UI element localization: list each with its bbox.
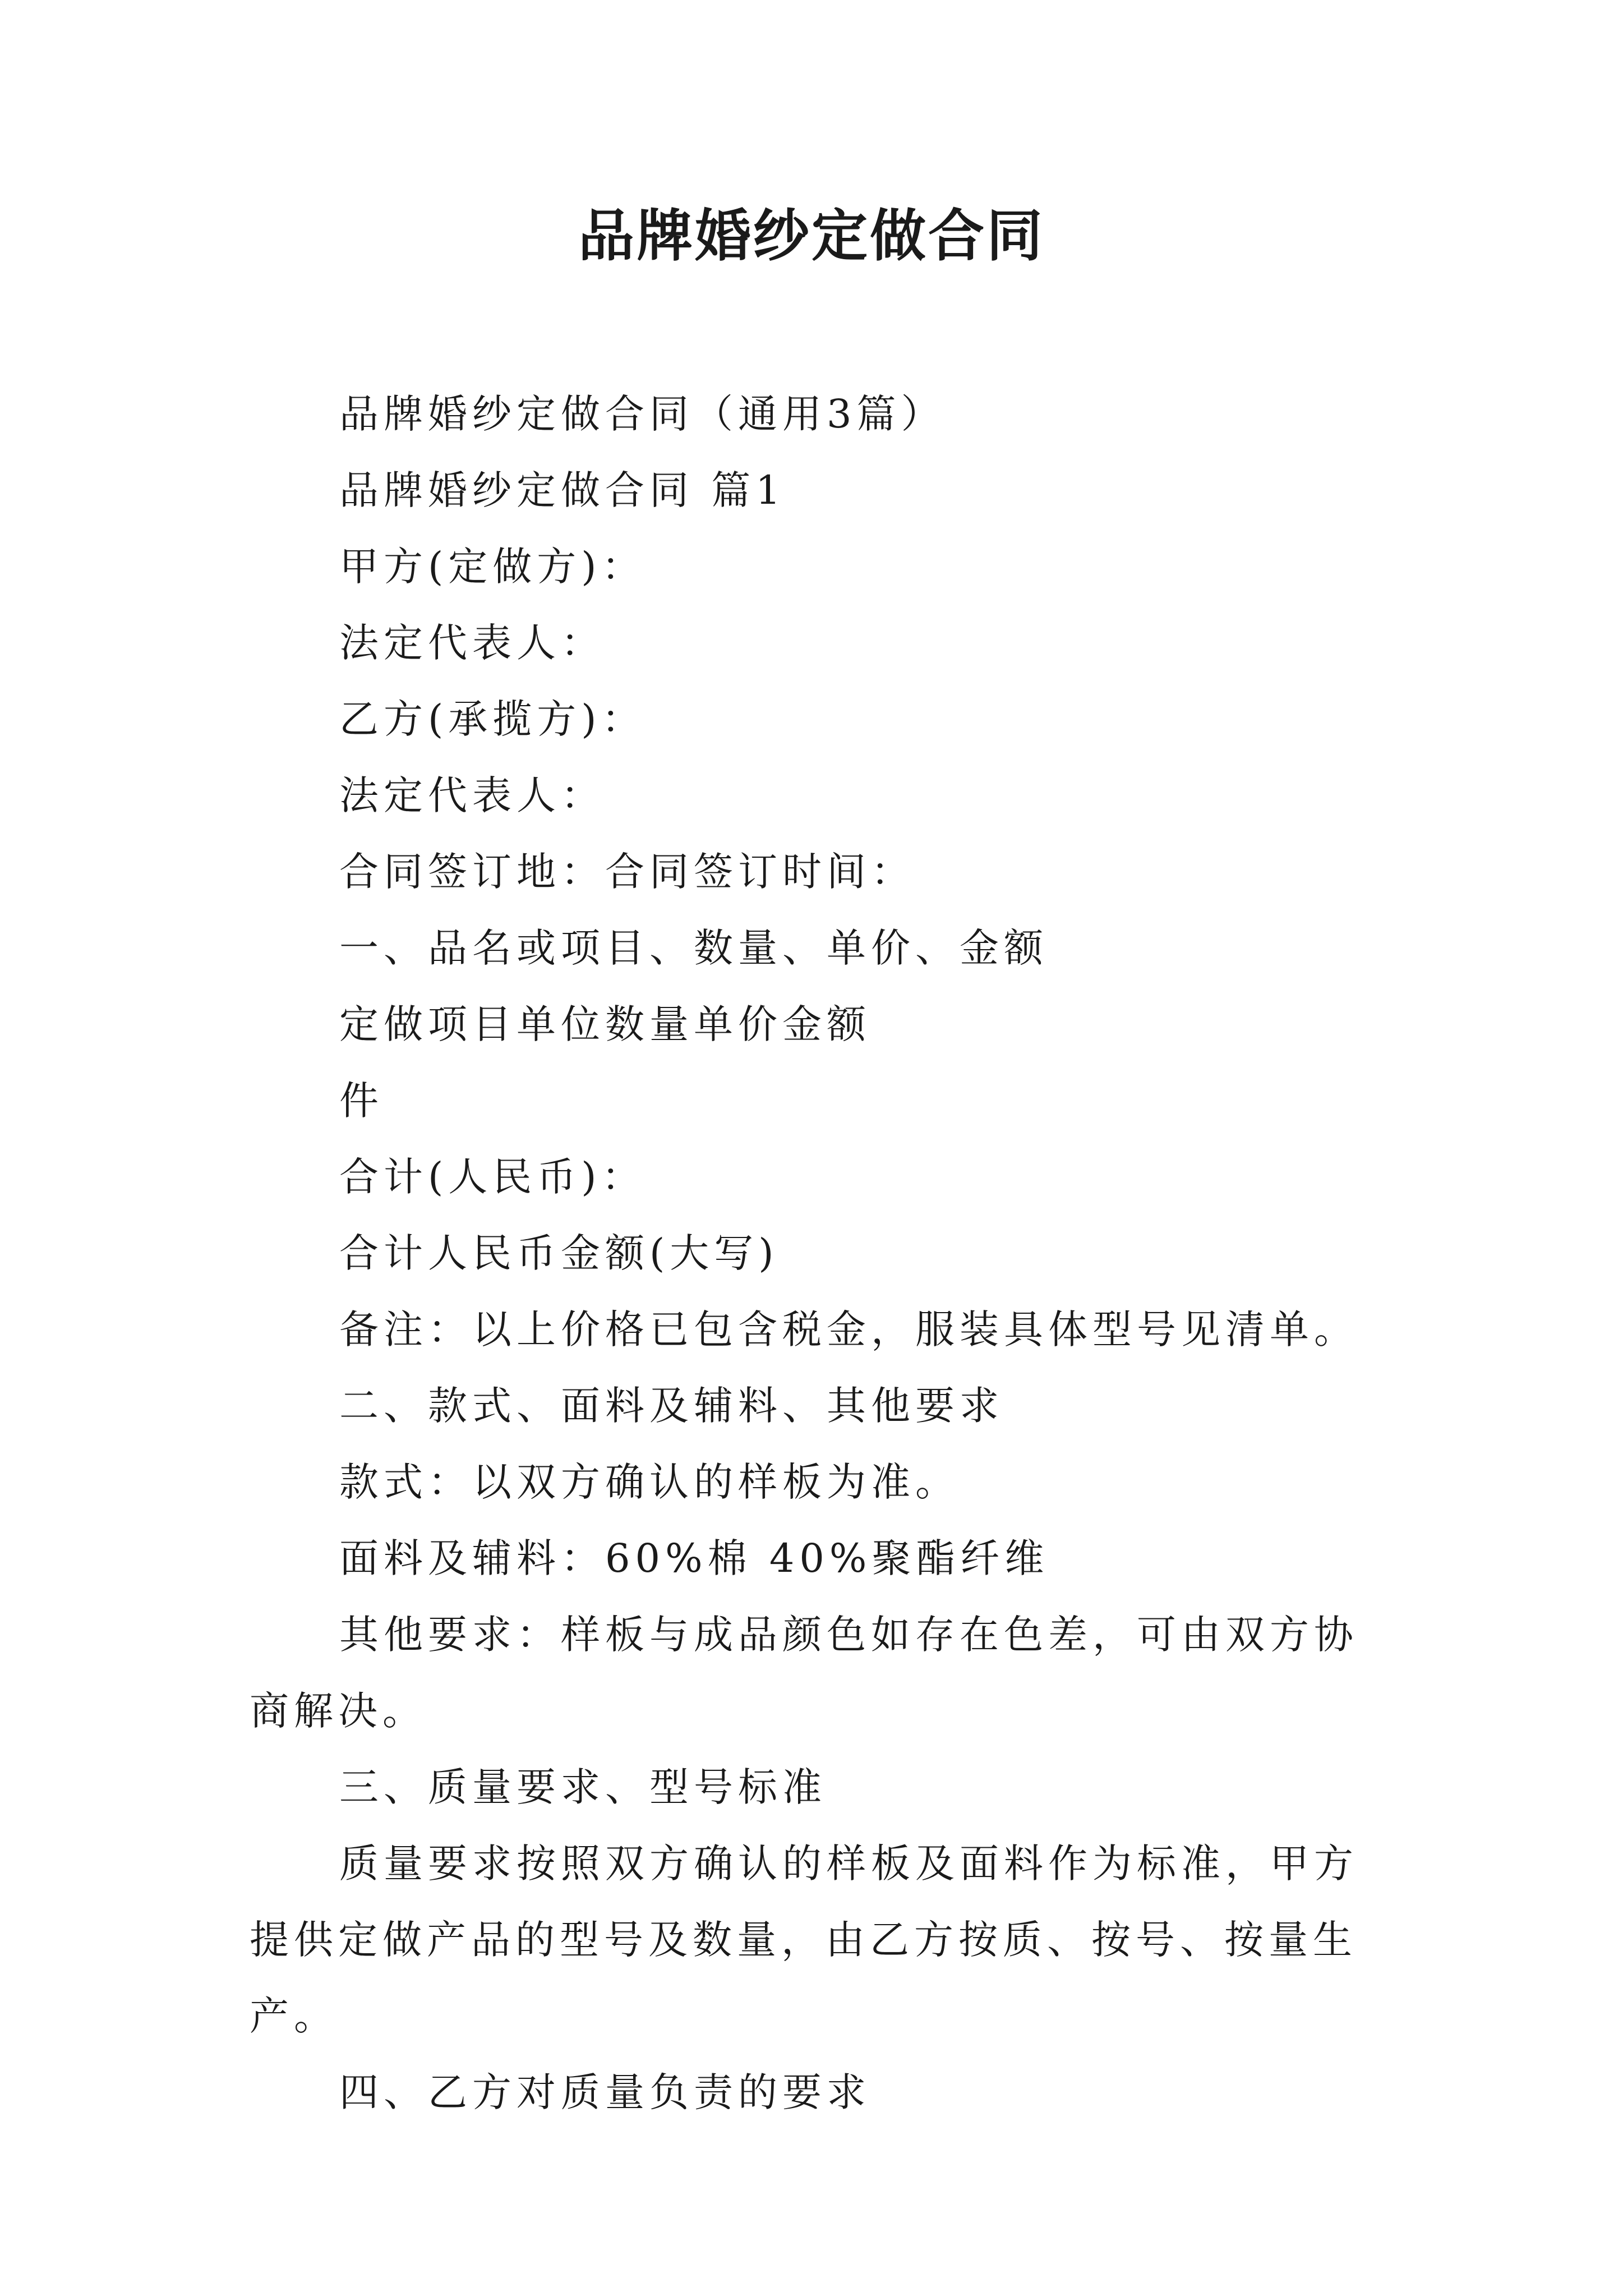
paragraph-material: 面料及辅料：60%棉 40%聚酯纤维 [339, 1535, 1049, 1581]
paragraph-remark: 备注：以上价格已包含税金，服装具体型号见清单。 [339, 1306, 1358, 1352]
paragraph-representative-b: 法定代表人： [339, 772, 605, 818]
paragraph-clause-4: 四、乙方对质量负责的要求 [339, 2069, 871, 2115]
document-title: 品牌婚纱定做合同 [578, 203, 1045, 269]
paragraph-clause-2: 二、款式、面料及辅料、其他要求 [339, 1383, 1004, 1429]
paragraph-representative-a: 法定代表人： [339, 620, 605, 666]
paragraph-clause-1: 一、品名或项目、数量、单价、金额 [339, 925, 1048, 971]
paragraph-party-a: 甲方(定做方)： [339, 544, 646, 590]
paragraph-party-b: 乙方(承揽方)： [339, 696, 646, 742]
paragraph-heading: 品牌婚纱定做合同（通用3篇） [339, 391, 946, 437]
paragraph-unit: 件 [339, 1078, 384, 1124]
paragraph-style: 款式：以双方确认的样板为准。 [339, 1459, 960, 1505]
paragraph-total: 合计(人民币)： [339, 1154, 646, 1200]
paragraph-quality-requirements: 质量要求按照双方确认的样板及面料作为标准，甲方提供定做产品的型号及数量，由乙方按质、按号、按量生产。 [250, 1841, 1358, 2039]
paragraph-clause-3: 三、质量要求、型号标准 [339, 1764, 827, 1810]
document-body [250, 376, 1394, 2131]
paragraph-signing-info: 合同签订地：合同签订时间： [339, 849, 915, 895]
paragraph-other-requirements: 其他要求：样板与成品颜色如存在色差，可由双方协商解决。 [250, 1612, 1358, 1734]
paragraph-item-header: 定做项目单位数量单价金额 [339, 1001, 871, 1047]
paragraph-section-title: 品牌婚纱定做合同 篇1 [339, 467, 786, 513]
paragraph-total-uppercase: 合计人民币金额(大写) [339, 1230, 779, 1276]
